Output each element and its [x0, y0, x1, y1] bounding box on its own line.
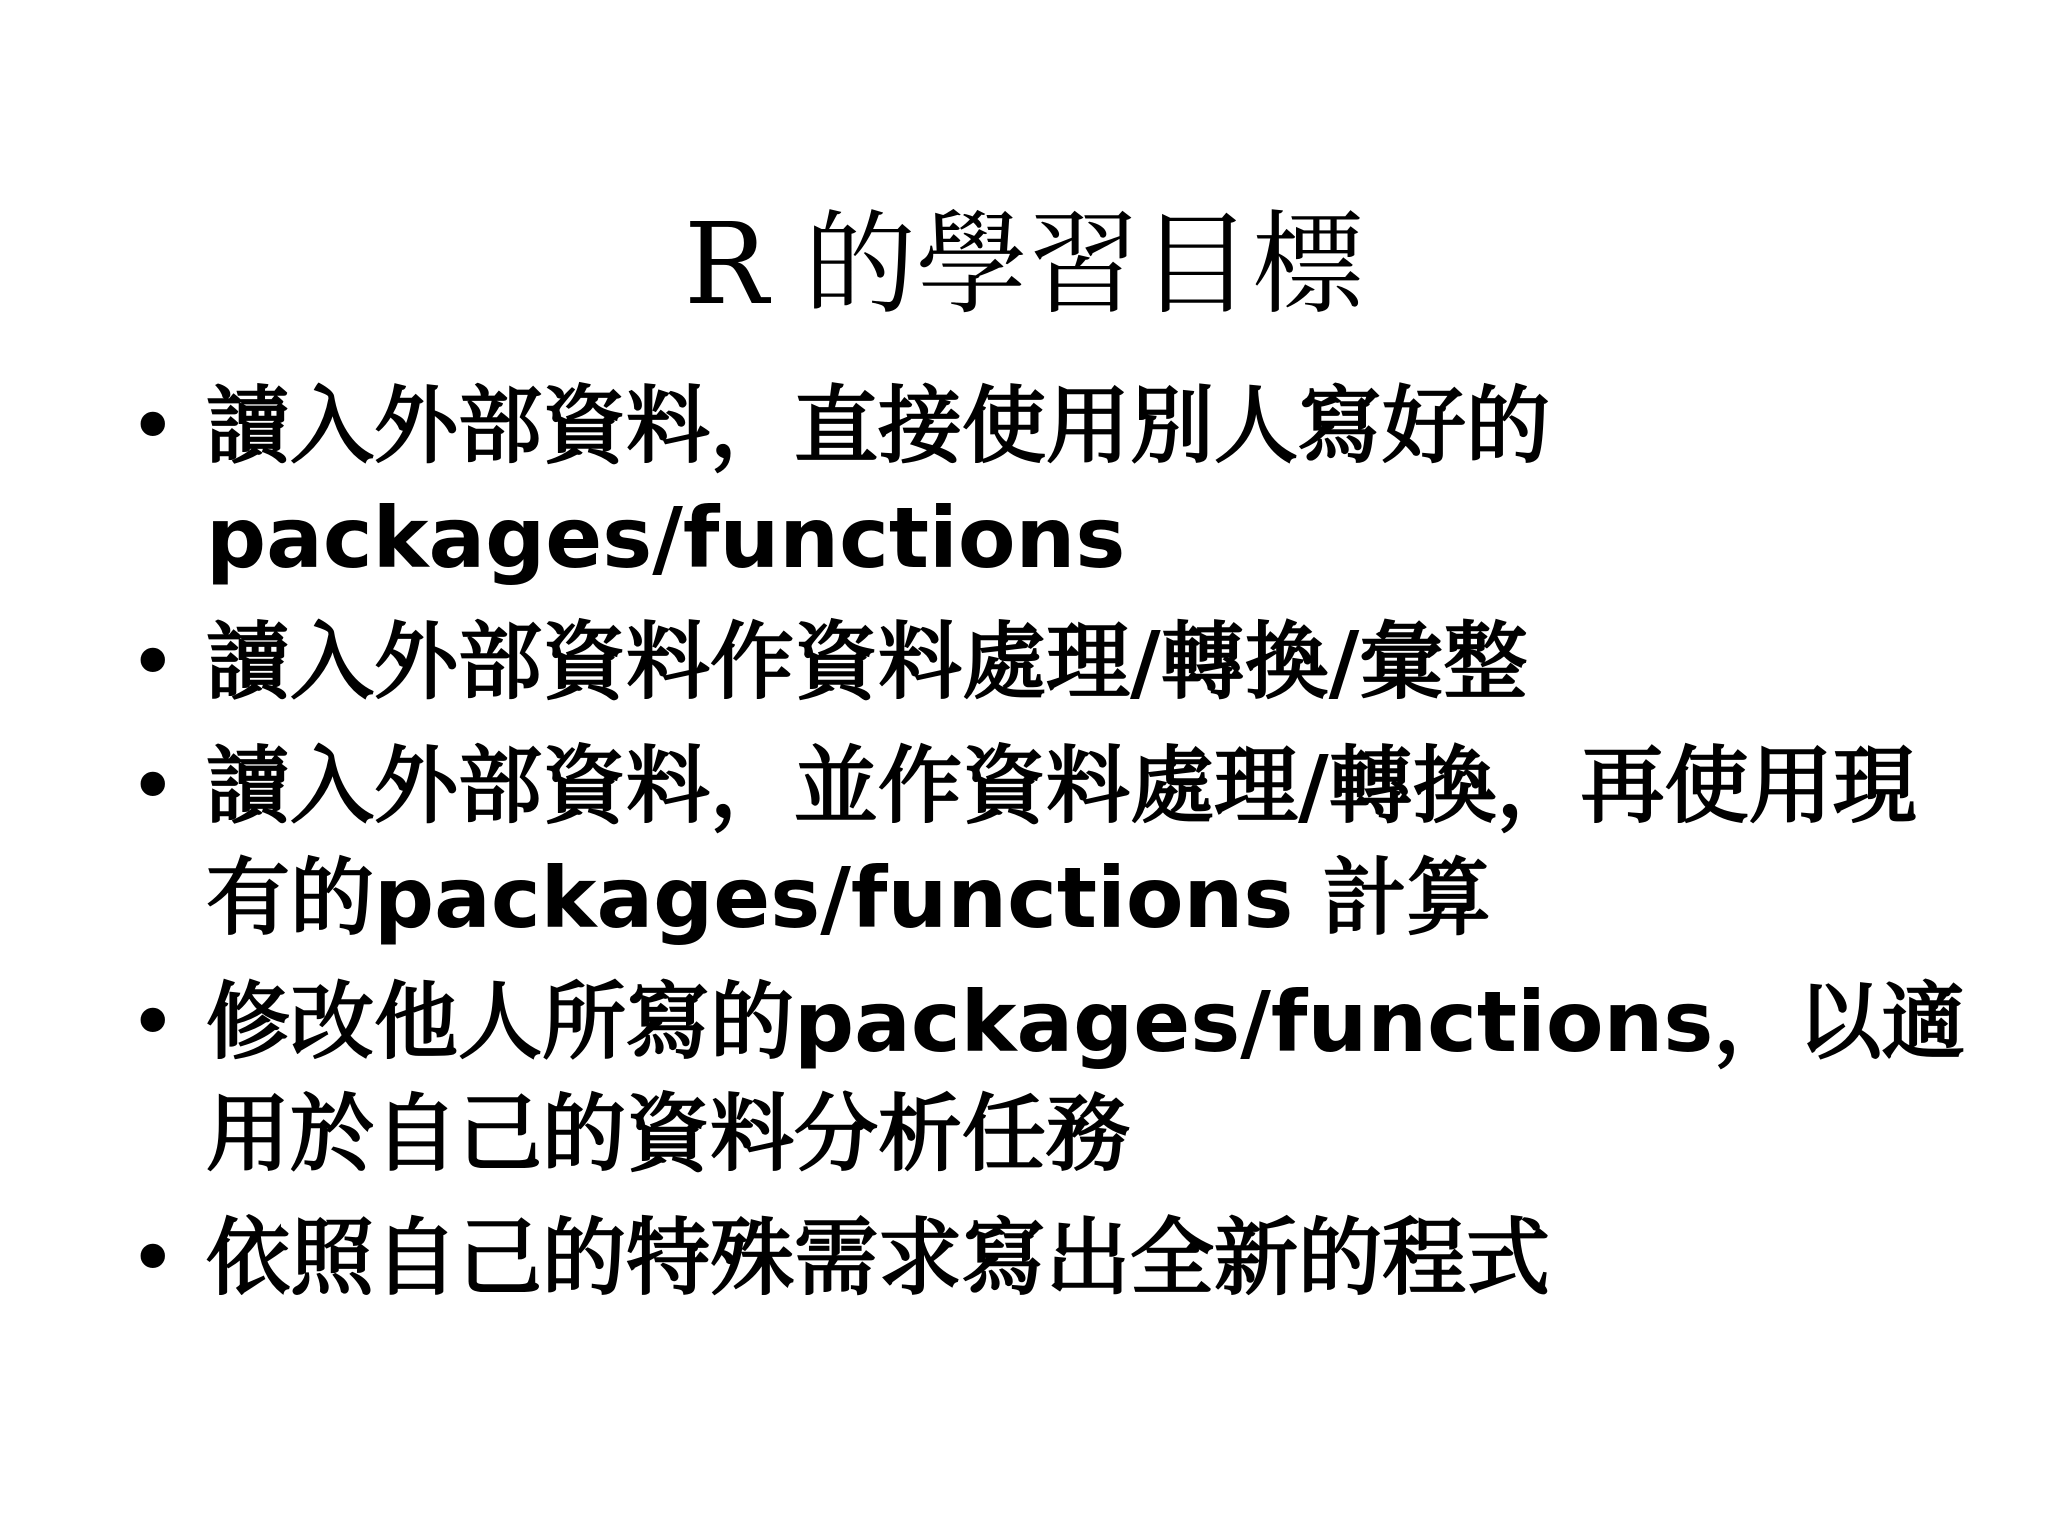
- bullet-icon: •: [128, 1209, 178, 1307]
- bullet-icon: •: [128, 613, 178, 711]
- bullet-text-2: 讀入外部資料作資料處理/轉換/彙整: [206, 613, 1528, 711]
- bullet-item-4: [120, 966, 1970, 1190]
- bullet-icon: •: [128, 737, 178, 835]
- bullet-text-1: 讀入外部資料，直接使用別人寫好的packages/functions: [206, 377, 1551, 587]
- bullet-item-1: [120, 370, 1970, 594]
- bullet-item-2: [120, 606, 1970, 718]
- bullet-text-3: 讀入外部資料，並作資料處理/轉換，再使用現有的packages/functions 計算: [206, 737, 1917, 947]
- bullet-icon: •: [128, 377, 178, 475]
- bullet-text-4: 修改他人所寫的packages/functions，以適用於自己的資料分析任務: [206, 973, 1966, 1183]
- slide-title: R 的學習目標: [684, 200, 1364, 331]
- bullet-item-5: [120, 1202, 1970, 1314]
- bullet-item-3: [120, 730, 1970, 954]
- bullet-text-5: 依照自己的特殊需求寫出全新的程式: [206, 1209, 1551, 1307]
- bullet-icon: •: [128, 973, 178, 1071]
- bullet-list: [120, 370, 1970, 1326]
